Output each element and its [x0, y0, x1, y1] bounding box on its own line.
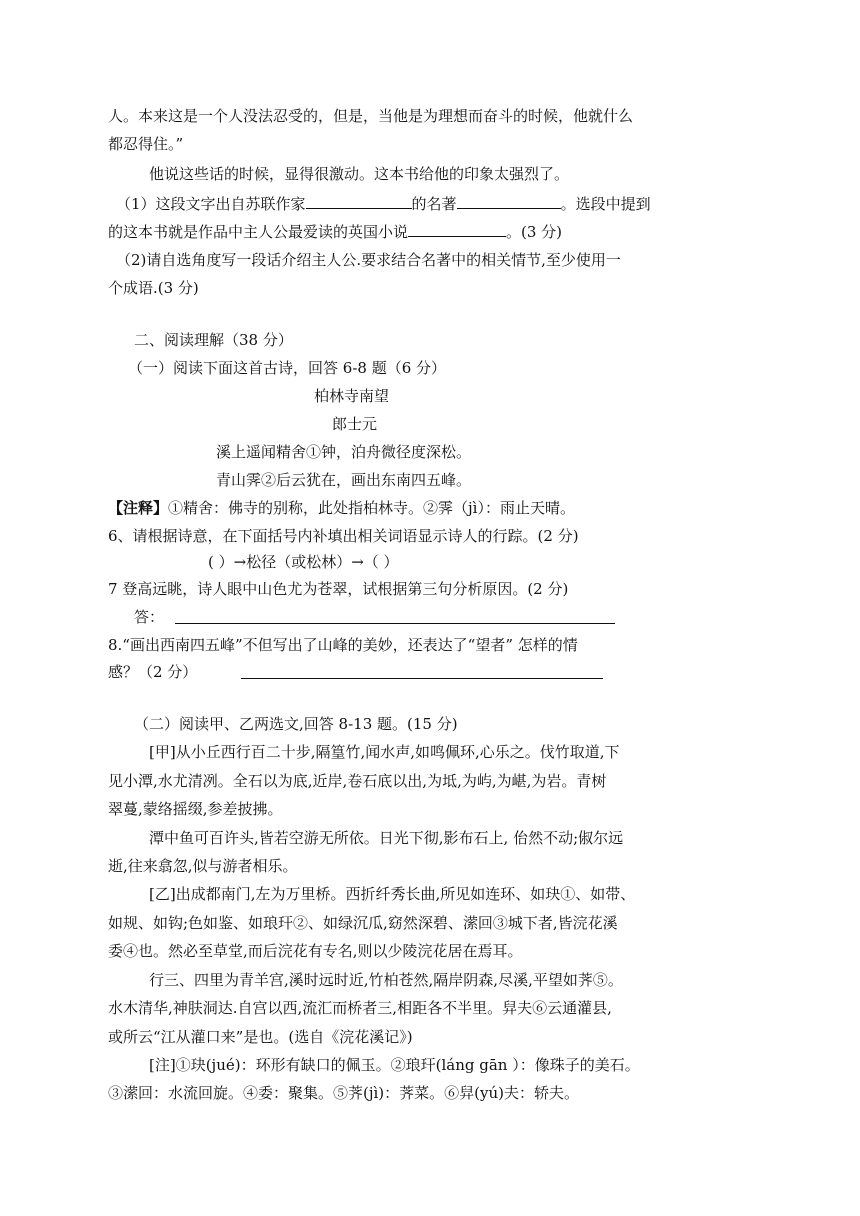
- passage-line: [甲]从小丘西行百二十步,隔篁竹,闻水声,如鸣佩环,心乐之。伐竹取道,下: [149, 743, 620, 761]
- question-2: （2)请自选角度写一段话介绍主人公.要求结合名著中的相关情节,至少使用一: [116, 251, 621, 269]
- question-6: 6、请根据诗意，在下面括号内补填出相关词语显示诗人的行踪。(2 分): [108, 527, 579, 545]
- question-6-path: ( ）→松径（或松林）→（ ）: [208, 553, 399, 571]
- passage-line: 或所云“江从灌口来”是也。(选自《浣花溪记》): [108, 1028, 413, 1046]
- question-1-cont: [108, 221, 562, 242]
- passage-line: [乙]出成都南门,左为万里桥。西折纤秀长曲,所见如连环、如玦①、如带、: [149, 885, 636, 903]
- passage-line: 如规、如钩;色如鉴、如琅玕②、如绿沉瓜,窈然深碧、潆回③城下者,皆浣花溪: [108, 914, 618, 932]
- question-7: 7 登高远眺，诗人眼中山色尤为苍翠，试根据第三句分析原因。(2 分): [108, 580, 569, 598]
- note-text: ①精舍：佛寺的别称，此处指柏林寺。②霁（jì）：雨止天晴。: [168, 499, 575, 517]
- passage-line: 逝,往来翕忽,似与游者相乐。: [108, 857, 298, 875]
- answer-blank-author[interactable]: [306, 193, 412, 209]
- text-line: 人。本来这是一个人没法忍受的，但是，当他是为理想而奋斗的时候，他就什么: [108, 107, 634, 125]
- question-8: 8.“画出西南四五峰”不但写出了山峰的美妙，还表达了“望者” 怎样的情: [108, 636, 578, 654]
- text-line: 他说这些话的时候，显得很激动。这本书给他的印象太强烈了。: [149, 165, 570, 183]
- answer-blank-novel[interactable]: [408, 221, 506, 237]
- passage-note: [注]①玦(jué)：环形有缺口的佩玉。②琅玕(láng gān ）：像珠子的美石。: [149, 1056, 640, 1074]
- poem-title: 柏林寺南望: [314, 387, 390, 405]
- poem-author: 郎士元: [332, 415, 378, 433]
- part-intro: （一）阅读下面这首古诗，回答 6-8 题（6 分）: [128, 359, 447, 377]
- poem-note: [108, 498, 575, 518]
- note-label: 【注释】: [108, 499, 169, 517]
- question-2-cont: 个成语.(3 分): [108, 279, 199, 297]
- question-text: 。选段中提到: [560, 195, 651, 213]
- question-text: 。(3 分): [506, 223, 563, 241]
- passage-line: 委④也。然必至草堂,而后浣花有专名,则以少陵浣花居在焉耳。: [108, 942, 523, 960]
- passage-line: 潭中鱼可百许头,皆若空游无所依。日光下彻,影布石上, 佁然不动;俶尔远: [149, 829, 624, 847]
- question-1: [116, 193, 651, 214]
- text-line: 都忍得住。”: [108, 135, 184, 153]
- question-text: （1）这段文字出自苏联作家: [116, 195, 306, 213]
- passage-line: 水木清华,神肤洞达.自宫以西,流汇而桥者三,相距各不半里。舁夫⑥云通灌县,: [108, 999, 612, 1017]
- poem-line: 青山霁②后云犹在，画出东南四五峰。: [216, 471, 472, 489]
- question-text: 的名著: [411, 195, 457, 213]
- passage-line: 翠蔓,蒙络摇缀,参差披拂。: [108, 800, 283, 818]
- question-8-cont: 感？（2 分）: [108, 663, 198, 681]
- passage-line: 行三、四里为青羊宫,溪时远时近,竹柏苍然,隔岸阴森,尽溪,平望如荠⑤。: [149, 971, 623, 989]
- answer-label: 答：: [134, 608, 165, 626]
- answer-line-7[interactable]: [175, 623, 615, 624]
- passage-line: 见小潭,水尤清冽。全石以为底,近岸,卷石底以出,为坻,为屿,为嵁,为岩。青树: [108, 772, 607, 790]
- question-text: 的这本书就是作品中主人公最爱读的英国小说: [108, 223, 409, 241]
- section-heading: 二、阅读理解（38 分）: [134, 331, 293, 349]
- passage-note: ③潆回：水流回旋。④委：聚集。⑤荠(jì)：荠菜。⑥舁(yú)夫：轿夫。: [108, 1084, 579, 1102]
- answer-line-8[interactable]: [241, 678, 603, 679]
- poem-line: 溪上遥闻精舍①钟，泊舟微径度深松。: [216, 443, 472, 461]
- part-intro: （二）阅读甲、乙两选文,回答 8-13 题。(15 分): [134, 715, 458, 733]
- answer-blank-book[interactable]: [457, 193, 561, 209]
